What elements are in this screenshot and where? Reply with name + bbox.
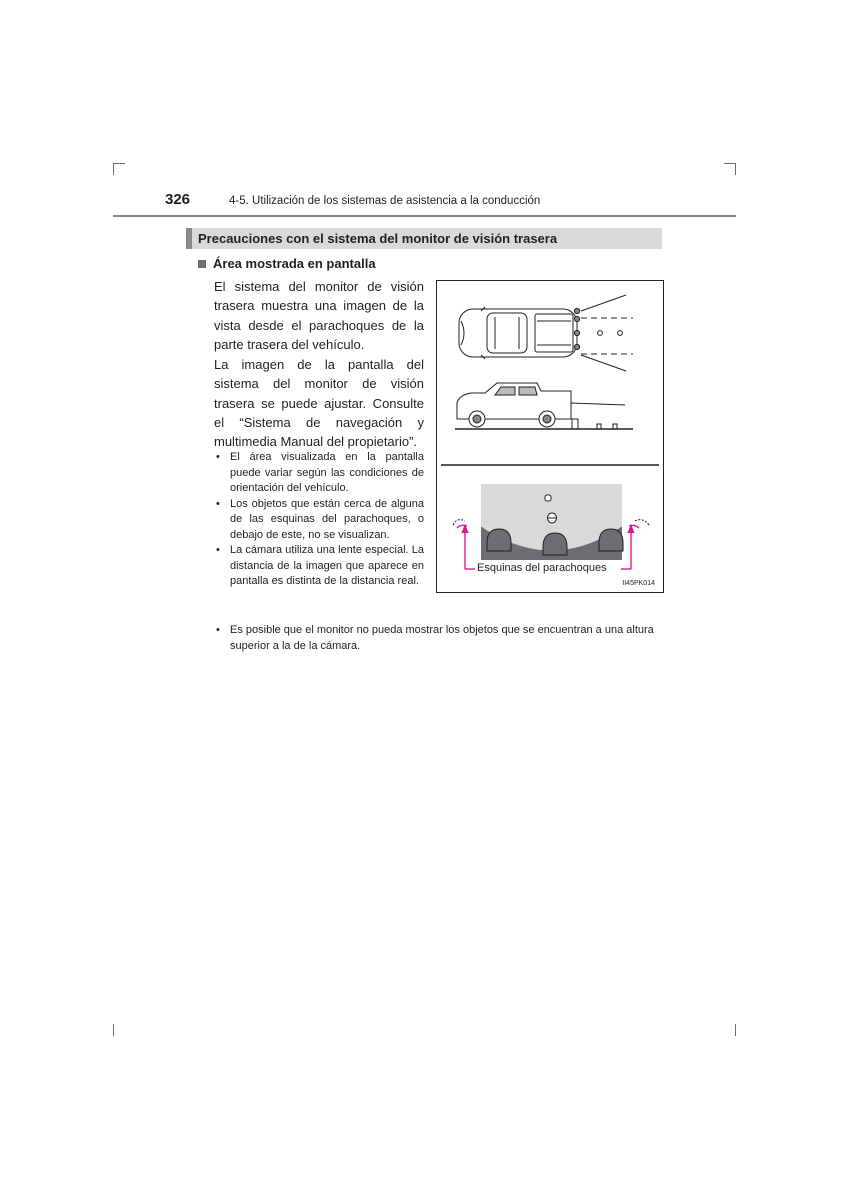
crop-mark-top-left-v [113,163,114,175]
subheading-text: Área mostrada en pantalla [213,256,376,271]
truck-top-view-illustration [459,307,577,359]
list-item [216,497,424,544]
paragraph-1: El sistema del monitor de visión trasera muestra una imagen de la vista desde el parachoques de la parte trasera del vehículo. [214,279,424,352]
sensor-dots [574,308,622,349]
bullet-dot: • [216,451,220,463]
precautions-title: Precauciones con el sistema del monitor de visión trasera [198,231,558,246]
list-item [216,543,424,590]
truck-side-view-illustration [457,383,625,429]
bullet-text: Los objetos que están cerca de alguna de las esquinas del parachoques, o debajo de este, no se visualizan. [230,497,424,541]
bullet-text: La cámara utiliza una lente especial. La distancia de la imagen que aparece en pantalla es distinta de la distancia real. [230,544,424,587]
crop-mark-top-left-h [113,163,125,164]
section-title: 4-5. Utilización de los sistemas de asistencia a la conducción [229,195,541,207]
rear-view-figure [436,280,664,593]
bullet-wide [216,623,666,654]
bullet-text: Es posible que el monitor no pueda mostrar los objetos que se encuentran a una altura superior a la de la cámara. [230,624,654,652]
bullet-dot: • [216,544,220,556]
bullet-dot: • [216,497,220,510]
camera-screen-illustration [453,484,649,560]
page-number: 326 [165,191,191,208]
subheading [198,256,376,271]
bullet-dot: • [216,624,220,636]
bullet-text: El área visualizada en la pantalla puede variar según las condiciones de orientación del vehículo. [230,451,424,494]
header-rule [113,215,736,217]
crop-mark-bottom-right-v [735,1024,736,1036]
figure-label: Esquinas del parachoques [477,562,607,574]
list-item [216,450,424,497]
square-bullet-icon [198,260,206,268]
paragraph-2: La imagen de la pantalla del sistema del monitor de visión trasera se puede ajustar. Consulte el “Sistema de navegación y multimedia Manual del propietario”. [214,357,424,450]
crop-mark-bottom-left-v [113,1024,114,1036]
figure-code: II45PK014 [622,580,655,587]
bullet-list [216,450,424,590]
precautions-title-bar [186,228,662,249]
rear-view-diagram [437,281,663,592]
crop-mark-top-right-v [735,163,736,175]
view-range-lines [581,295,633,371]
